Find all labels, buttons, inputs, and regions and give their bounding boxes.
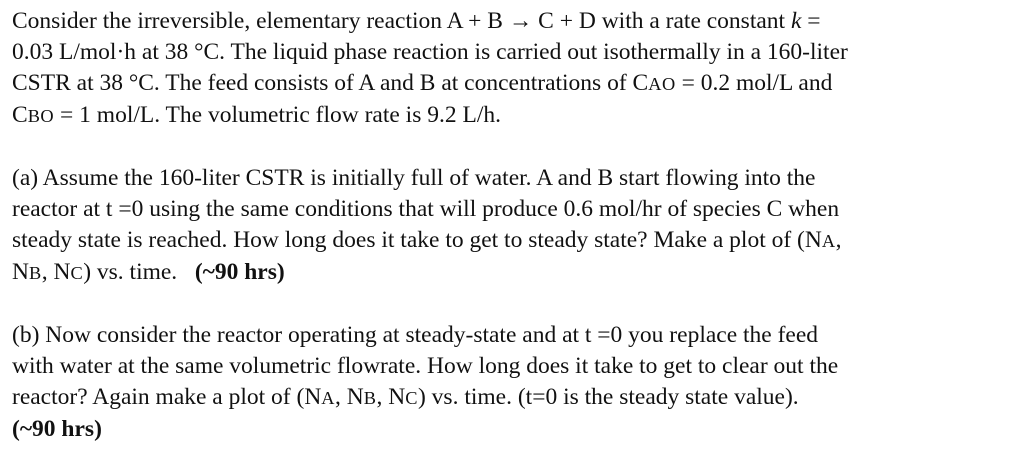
intro-line-1-end: = [801,8,821,34]
part-a-line-4-end: ) vs. time. [83,259,195,285]
part-b-line-3 [12,382,1002,414]
na-subscript: A [321,388,336,408]
part-b-line-3-text: reactor? Again make a plot of (N [12,384,322,410]
intro-line-1 [12,6,1002,37]
cbo-subscript: BO [27,106,55,126]
part-b-answer: (~90 hrs) [12,416,102,442]
problem-document [12,6,1002,445]
part-a-line-4-text: N [12,259,29,285]
na-subscript: A [821,231,836,251]
rate-constant-symbol: k [790,8,802,34]
part-a-line-4-mid: , N [41,259,71,285]
nb-subscript: B [28,263,42,283]
part-a-line-3-text: steady state is reached. How long does it take to get to steady state? Make a plot of (N [12,227,822,253]
part-b-line-1: (b) Now consider the reactor operating at steady-state and at t =0 you replace the feed [12,322,819,348]
intro-line-4-end: = 1 mol/L. The volumetric flow rate is 9.2 L/h. [54,102,501,128]
part-a-line-3-end: , [835,227,842,253]
part-a-line-2: reactor at t =0 using the same conditions that will produce 0.6 mol/hr of species C when [12,196,840,222]
part-a-answer: (~90 hrs) [194,259,285,285]
part-b-line-2: with water at the same volumetric flowrate. How long does it take to get to clear out the [12,353,839,379]
intro-line-1-text: Consider the irreversible, elementary reaction A + B → C + D with a rate constant [12,8,791,34]
part-b-line-3-mid-2: , N [376,384,406,410]
intro-line-4-text: C [12,102,28,128]
part-b-line-3-end: ) vs. time. (t=0 is the steady state value). [417,384,799,410]
intro-line-3-text: CSTR at 38 °C. The feed consists of A and B at concentrations of C [12,70,649,96]
intro-line-3 [12,68,1002,100]
part-b-paragraph [12,320,1002,445]
paragraph-gap [12,132,1002,163]
part-a-paragraph [12,163,1002,289]
part-b-line-3-mid-1: , N [335,384,364,410]
intro-line-2: 0.03 L/mol·h at 38 °C. The liquid phase reaction is carried out isothermally in a 160-liter [12,39,848,65]
nb-subscript: B [363,388,377,408]
paragraph-gap [12,289,1002,320]
cao-subscript: AO [648,74,676,94]
intro-line-3-end: = 0.2 mol/L and [675,70,833,96]
nc-subscript: C [405,388,418,408]
intro-line-4 [12,100,1002,132]
part-a-line-3 [12,225,1002,257]
part-a-line-1: (a) Assume the 160-liter CSTR is initially full of water. A and B start flowing into the [12,165,816,191]
intro-paragraph [12,6,1002,132]
part-a-line-4 [12,257,1002,289]
nc-subscript: C [70,263,84,283]
